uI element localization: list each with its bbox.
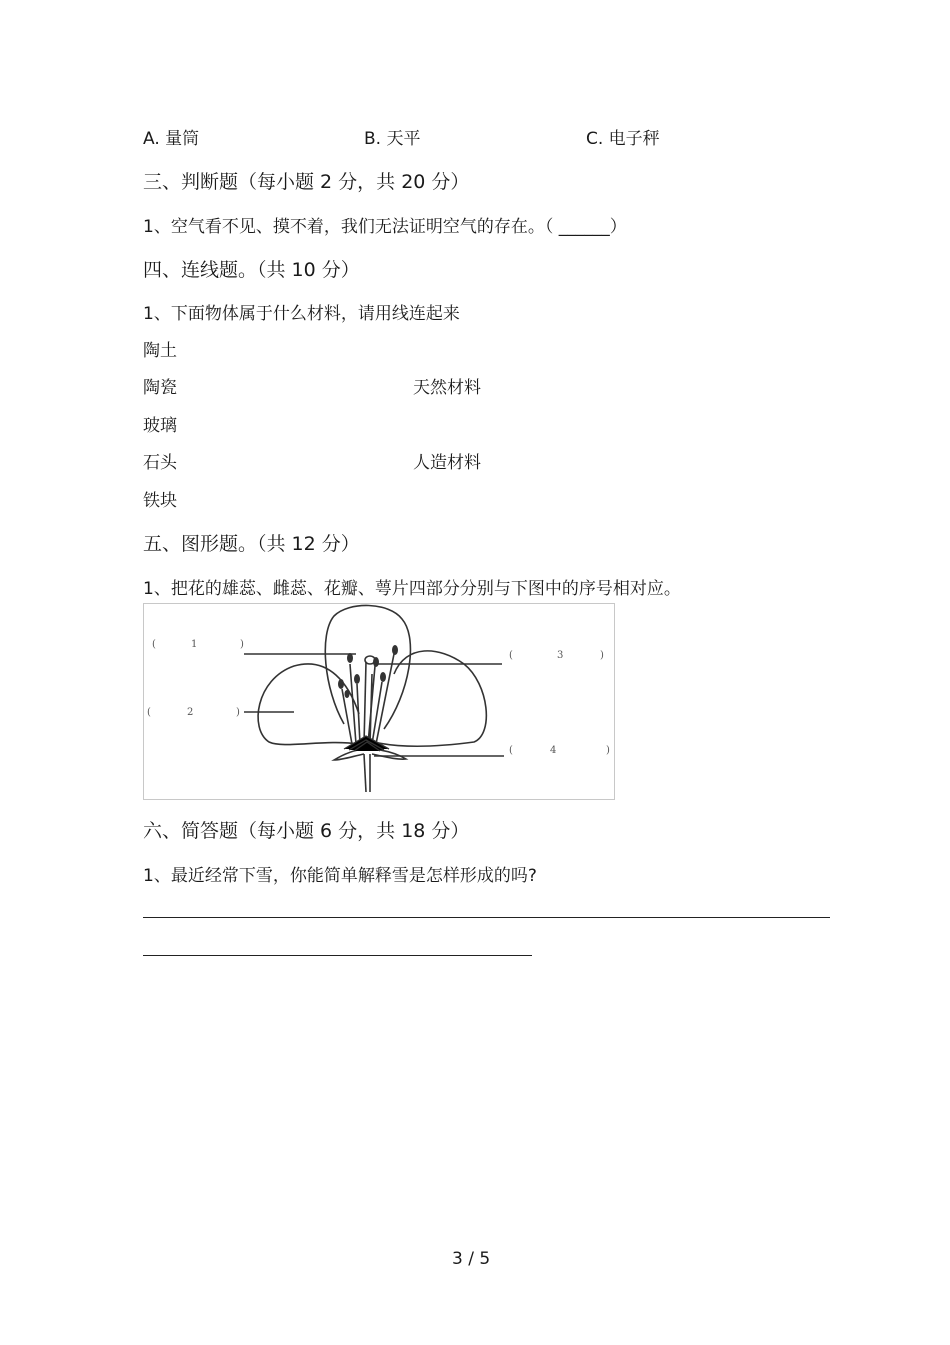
section6-title: 六、简答题（每小题 6 分，共 18 分） <box>143 820 470 842</box>
section6-question-1: 1、最近经常下雪，你能简单解释雪是怎样形成的吗? <box>143 866 537 886</box>
answer-line[interactable] <box>143 917 830 918</box>
section5-question-1: 1、把花的雄蕊、雌蕊、花瓣、萼片四部分分别与下图中的序号相对应。 <box>143 579 681 599</box>
svg-text:(: ( <box>509 745 513 756</box>
material-category: 人造材料 <box>413 453 481 473</box>
material-left-item: 石头 <box>143 453 177 473</box>
page-number: 3 / 5 <box>452 1249 491 1269</box>
answer-line[interactable] <box>143 955 532 956</box>
svg-text:(: ( <box>509 650 513 661</box>
material-left-item: 铁块 <box>143 491 177 511</box>
figure-label-2: 2 <box>187 707 194 718</box>
left-petal <box>258 664 359 745</box>
figure-label-1: 1 <box>191 639 198 650</box>
material-left-item: 陶瓷 <box>143 378 177 398</box>
section4-title: 四、连线题。（共 10 分） <box>143 259 360 281</box>
material-left-item: 陶土 <box>143 341 177 361</box>
svg-text:): ) <box>606 745 610 756</box>
section3-title: 三、判断题（每小题 2 分，共 20 分） <box>143 171 470 193</box>
svg-text:(: ( <box>152 639 156 650</box>
stem <box>364 754 366 792</box>
svg-text:(: ( <box>147 707 151 718</box>
svg-text:): ) <box>600 650 604 661</box>
material-category: 天然材料 <box>413 378 481 398</box>
option-b: B. 天平 <box>364 129 421 149</box>
option-c: C. 电子秤 <box>586 129 660 149</box>
section4-question-1: 1、下面物体属于什么材料，请用线连起来 <box>143 304 460 324</box>
section3-question-1: 1、空气看不见、摸不着，我们无法证明空气的存在。（ ______） <box>143 217 627 237</box>
flower-diagram <box>143 603 615 800</box>
svg-text:): ) <box>236 707 240 718</box>
figure-label-4: 4 <box>550 745 557 756</box>
option-a: A. 量筒 <box>143 129 200 149</box>
flower-illustration <box>144 604 614 799</box>
figure-label-3: 3 <box>557 650 564 661</box>
material-left-item: 玻璃 <box>143 416 177 436</box>
section5-title: 五、图形题。（共 12 分） <box>143 533 360 555</box>
right-petal <box>374 651 486 746</box>
svg-text:): ) <box>240 639 244 650</box>
